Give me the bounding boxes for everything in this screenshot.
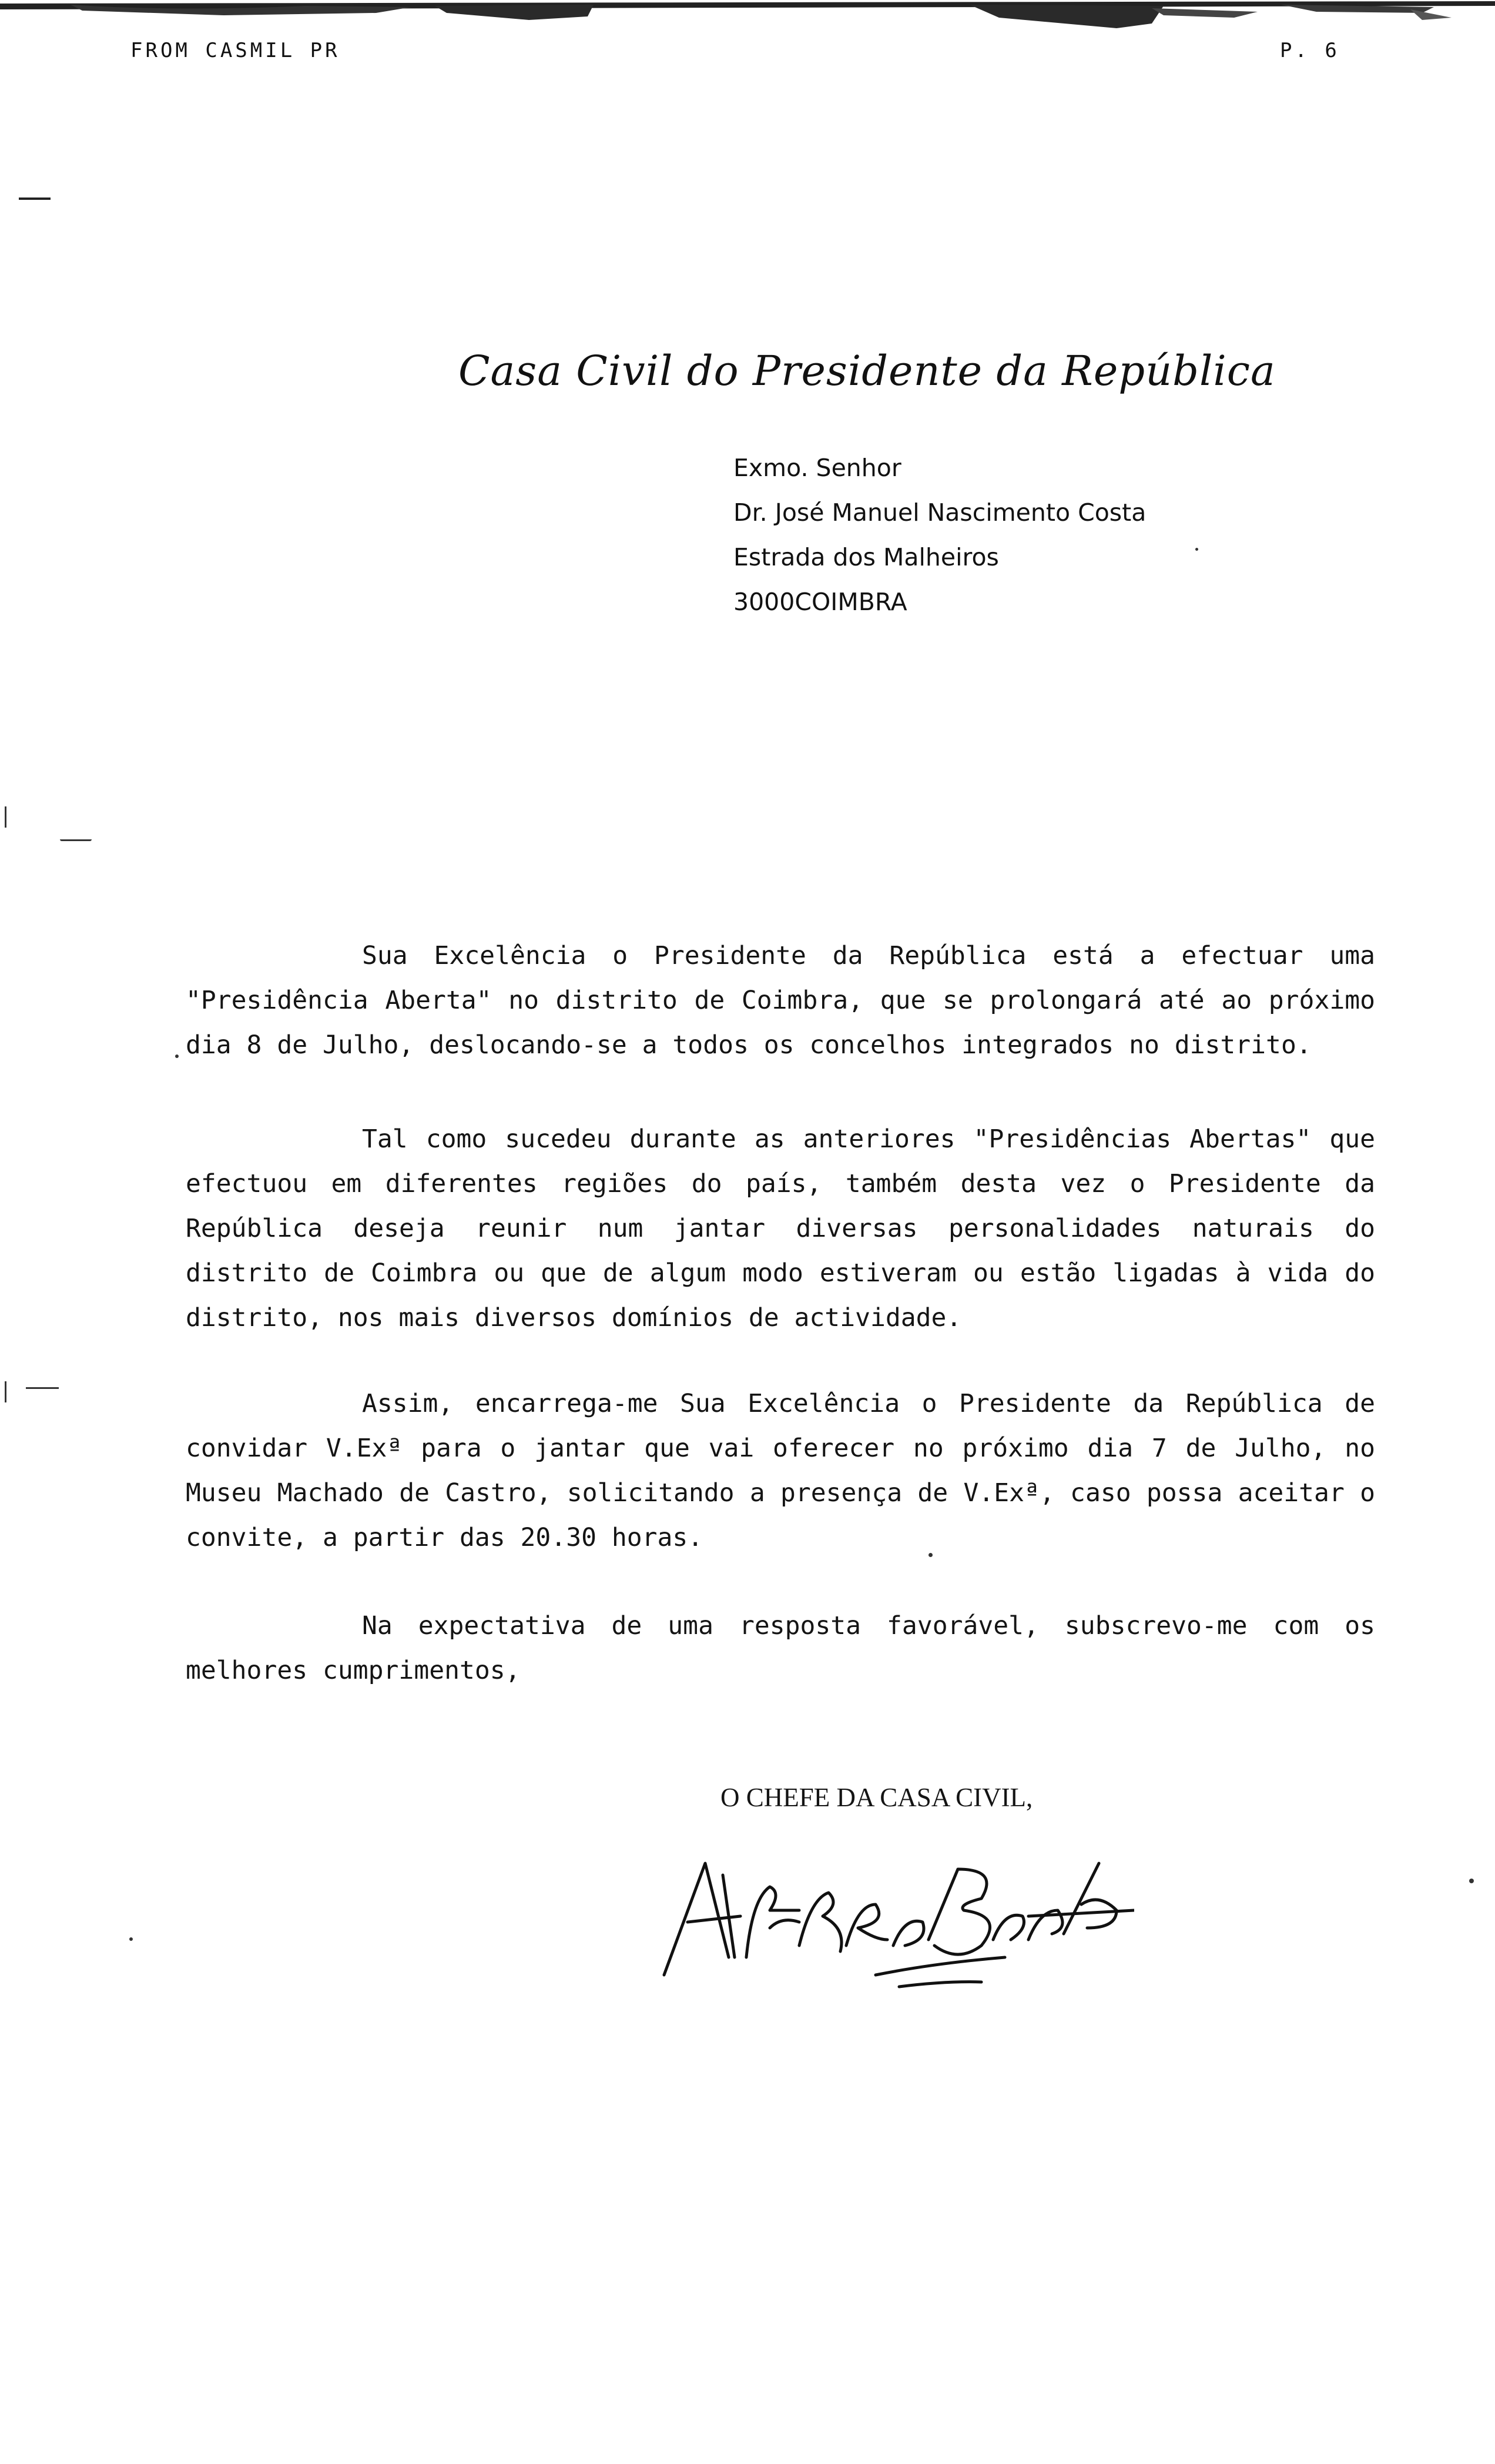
paragraph-4: Na expectativa de uma resposta favorável, subscrevo-me com os melhores cumprimentos,	[186, 1611, 1375, 1685]
fax-page-number: P. 6	[1280, 39, 1340, 62]
scan-speck	[129, 1937, 133, 1941]
address-city: 3000COIMBRA	[733, 588, 907, 616]
paragraph-2: Tal como sucedeu durante as anteriores "Presidências Abertas" que efectuou em diferentes regiões do país, também desta vez o Presidente da República deseja reunir num jantar diversas personalidades naturais do distrito de Coimbra ou que de algum modo estiveram ou estão ligadas à vida do distrito, nos mais diversos domínios de actividade.	[186, 1124, 1375, 1333]
letterhead: Casa Civil do Presidente da República	[458, 347, 1276, 395]
scan-speck	[1469, 1879, 1474, 1883]
paragraph-3: Assim, encarrega-me Sua Excelência o Presidente da República de convidar V.Exª para o jantar que vai oferecer no próximo dia 7 de Julho, no Museu Machado de Castro, solicitando a presença de V.Exª, caso possa aceitar o convite, a partir das 20.30 horas.	[186, 1389, 1375, 1552]
fax-header-noise	[0, 0, 1495, 41]
margin-mark	[5, 1381, 6, 1402]
margin-mark	[19, 197, 51, 200]
address-block	[733, 446, 1146, 624]
margin-mark	[26, 1387, 59, 1389]
scan-speck	[928, 1553, 933, 1557]
scan-speck	[1195, 548, 1198, 551]
fax-from-line: FROM CASMIL PR	[130, 39, 340, 62]
address-salutation: Exmo. Senhor	[733, 454, 901, 482]
handwritten-signature	[652, 1828, 1134, 2004]
margin-mark	[60, 839, 92, 841]
margin-mark	[5, 806, 6, 828]
address-recipient-name: Dr. José Manuel Nascimento Costa	[733, 498, 1147, 527]
address-street: Estrada dos Malheiros	[733, 543, 999, 571]
closing-title: O CHEFE DA CASA CIVIL,	[720, 1783, 1033, 1812]
paragraph-1: Sua Excelência o Presidente da República está a efectuar uma "Presidência Aberta" no distrito de Coimbra, que se prolongará até ao próximo dia 8 de Julho, deslocando-se a todos os concelhos integrados no distrito.	[186, 941, 1375, 1060]
scan-speck	[175, 1054, 179, 1058]
